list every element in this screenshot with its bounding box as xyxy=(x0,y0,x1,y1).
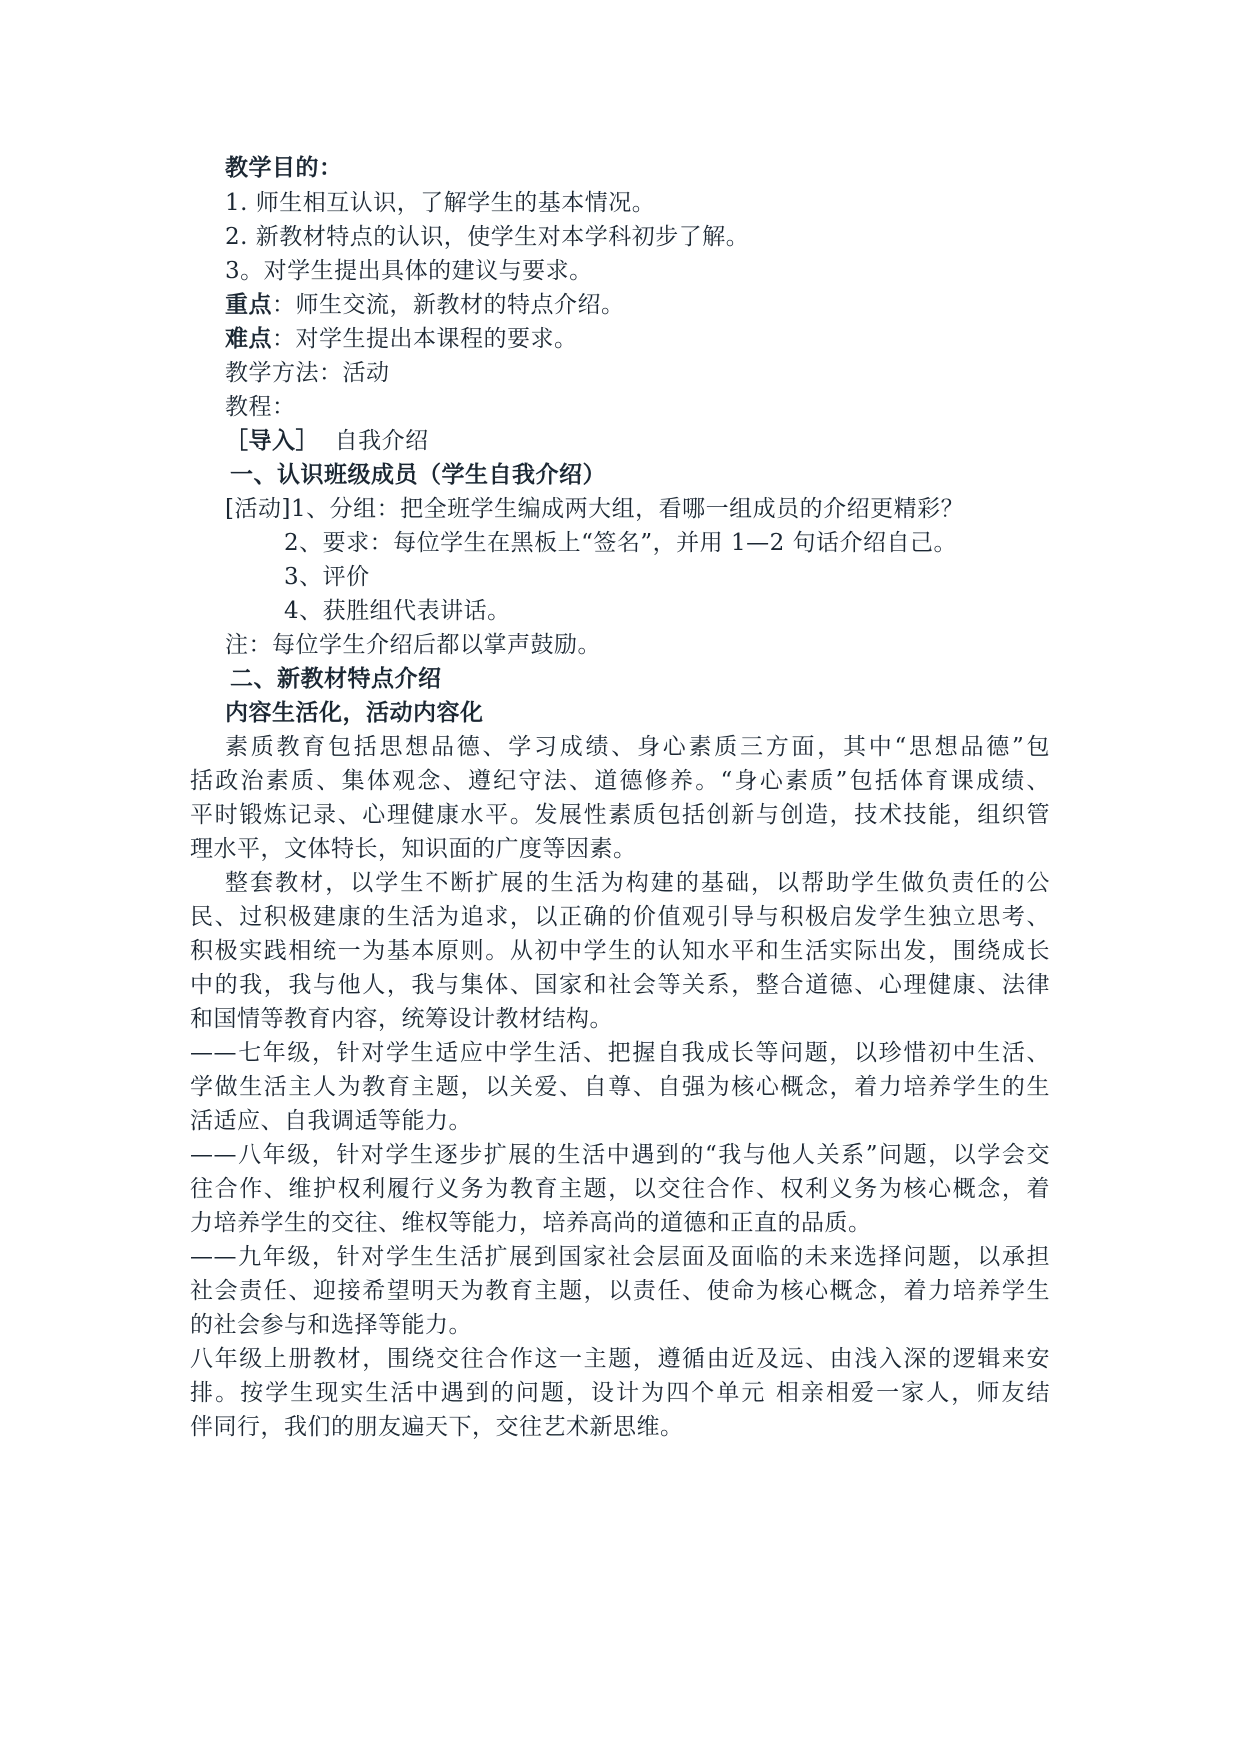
intro-text: 自我介绍 xyxy=(319,428,429,454)
paragraph-2-line: 整套教材，以学生不断扩展的生活为构建的基础，以帮助学生做负责任的公 xyxy=(225,870,1050,896)
activity-item: 2、要求：每位学生在黑板上“签名”，并用 1—2 句话介绍自己。 xyxy=(284,530,958,556)
activity-item: 3、评价 xyxy=(284,564,370,590)
difficulty-label: 难点 xyxy=(225,325,272,352)
section-2-title: 二、新教材特点介绍 xyxy=(230,665,442,692)
key-point xyxy=(225,290,625,320)
paragraph-1-line: 素质教育包括思想品德、学习成绩、身心素质三方面，其中“思想品德”包 xyxy=(225,734,1050,760)
teaching-process: 教程： xyxy=(225,394,296,420)
paragraph-2-line: 中的我，我与他人，我与集体、国家和社会等关系，整合道德、心理健康、法律 xyxy=(190,972,1050,998)
grade-8-line: 力培养学生的交往、维权等能力，培养高尚的道德和正直的品质。 xyxy=(190,1210,872,1236)
objectives-heading: 教学目的： xyxy=(225,154,343,181)
section-1-title: 一、认识班级成员（学生自我介绍） xyxy=(230,461,606,488)
objective-item: 3。对学生提出具体的建议与要求。 xyxy=(225,258,593,284)
key-point-text: ：师生交流，新教材的特点介绍。 xyxy=(272,292,625,318)
objective-item: 1. 师生相互认识，了解学生的基本情况。 xyxy=(225,190,656,216)
difficulty xyxy=(225,324,578,354)
grade-7-line: 活适应、自我调适等能力。 xyxy=(190,1108,472,1134)
grade-7-line: ——七年级，针对学生适应中学生活、把握自我成长等问题，以珍惜初中生活、 xyxy=(190,1040,1050,1066)
teaching-method: 教学方法：活动 xyxy=(225,360,390,386)
paragraph-3-line: 伴同行，我们的朋友遍天下，交往艺术新思维。 xyxy=(190,1414,684,1440)
paragraph-1-line: 理水平，文体特长，知识面的广度等因素。 xyxy=(190,836,637,862)
grade-9-line: ——九年级，针对学生生活扩展到国家社会层面及面临的未来选择问题，以承担 xyxy=(190,1244,1050,1270)
objective-item: 2. 新教材特点的认识，使学生对本学科初步了解。 xyxy=(225,224,750,250)
difficulty-text: ：对学生提出本课程的要求。 xyxy=(272,326,578,352)
grade-7-line: 学做生活主人为教育主题，以关爱、自尊、自强为核心概念，着力培养学生的生 xyxy=(190,1074,1050,1100)
paragraph-2-line: 和国情等教育内容，统筹设计教材结构。 xyxy=(190,1006,613,1032)
paragraph-3-line: 八年级上册教材，围绕交往合作这一主题，遵循由近及远、由浅入深的逻辑来安 xyxy=(190,1346,1050,1372)
activity-item: [活动]1、分组：把全班学生编成两大组，看哪一组成员的介绍更精彩？ xyxy=(225,496,965,522)
grade-9-line: 社会责任、迎接希望明天为教育主题，以责任、使命为核心概念，着力培养学生 xyxy=(190,1278,1050,1304)
grade-8-line: ——八年级，针对学生逐步扩展的生活中遇到的“我与他人关系”问题，以学会交 xyxy=(190,1142,1050,1168)
grade-9-line: 的社会参与和选择等能力。 xyxy=(190,1312,472,1338)
grade-8-line: 往合作、维护权利履行义务为教育主题，以交往合作、权利义务为核心概念，着 xyxy=(190,1176,1050,1202)
paragraph-2-line: 积极实践相统一为基本原则。从初中学生的认知水平和生活实际出发，围绕成长 xyxy=(190,938,1050,964)
activity-item: 4、获胜组代表讲话。 xyxy=(284,598,511,624)
paragraph-2-line: 民、过积极建康的生活为追求，以正确的价值观引导与积极启发学生独立思考、 xyxy=(190,904,1050,930)
key-point-label: 重点 xyxy=(225,291,272,318)
paragraph-1-line: 平时锻炼记录、心理健康水平。发展性素质包括创新与创造，技术技能，组织管 xyxy=(190,802,1050,828)
paragraph-3-line: 排。按学生现实生活中遇到的问题，设计为四个单元 相亲相爱一家人，师友结 xyxy=(190,1380,1050,1406)
paragraph-1-line: 括政治素质、集体观念、遵纪守法、道德修养。“身心素质”包括体育课成绩、 xyxy=(190,768,1050,794)
intro xyxy=(225,426,429,456)
intro-label: ［导入］ xyxy=(225,427,319,454)
subtitle: 内容生活化，活动内容化 xyxy=(225,699,484,726)
note: 注：每位学生介绍后都以掌声鼓励。 xyxy=(225,632,601,658)
